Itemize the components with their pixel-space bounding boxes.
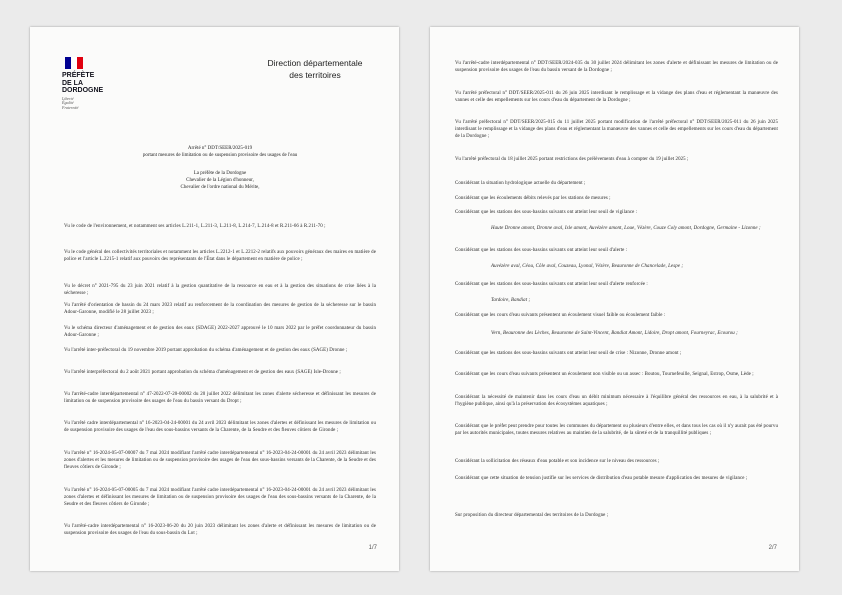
recital: Vu l'arrêté préfectoral n° DDT/SEER/2025-015 du 11 juillet 2025 portant modification de l'arrêté préfectoral n° DDT/SEER/2025-011 du 26 juin 2025 interdisant le remplissage et la vidange des plans d'eau et réglementant la manœuvre des vannes et celle des empellements sur les cours d'eau du département de la Dordogne ; xyxy=(455,120,778,139)
recital: Vu l'arrêté-cadre interdépartemental n° 47-2022-07-20-00002 du 20 juillet 2022 délimitant les zones d'alerte sécheresse et définissant les mesures de limitation ou de suspension provisoire des usages de l'eau du bassin versant du Dropt ; xyxy=(64,392,376,404)
recital: Considérant que les stations des sous-bassins suivants ont atteint leur seuil de vigilance : xyxy=(455,210,638,215)
prefect-line-3: Chevalier de l'ordre national du Mérite, xyxy=(180,185,260,190)
recital: Vu l'arrêté n° 16-2024-05-07-00007 du 7 mai 2024 modifiant l'arrêté cadre interdépartemental n° 16-2023-04-24-00001 du 24 avril 2023 délimitant les zones d'alertes et les mesures de limitation ou de suspension provisoire des usages de l'eau des sous-bassins versants de la Charente, de la Seudre et des fleuves côtiers de Gironde ; xyxy=(64,451,376,470)
motto-fraternite: Fraternité xyxy=(62,104,79,110)
recital: Vu l'arrêté inter-préfectoral du 19 novembre 2019 portant approbation du schéma d'aménagement et de gestion des eaux (SAGE) Dronne ; xyxy=(64,348,348,353)
recital: Vu l'arrêté-cadre interdépartemental n° 16-2023-06-20 du 20 juin 2023 délimitant les zones d'alerte et définissant les mesures de limitation ou de suspension provisoire des usages de l'eau du sous-bassin du Lot ; xyxy=(64,524,376,536)
recital: Considérant que les cours d'eau suivants présentent un écoulement visuel faible ou écoulement faible : xyxy=(455,313,666,318)
recital: Considérant la sollicitation des réseaux d'eau potable et son incidence sur le niveau des ressources ; xyxy=(455,459,660,464)
logo-line-1: PRÉFÈTE xyxy=(62,72,95,79)
recital: Vu l'arrêté cadre interdépartemental n° 16-2023-04-24-00001 du 24 avril 2023 délimitant les zones d'alertes et définissant les mesures de limitation ou de suspension provisoire des usages de l'eau des sous-bassins versants de la Charente, de la Seudre et des fleuves côtiers de Gironde ; xyxy=(64,421,376,433)
basin-list: Auvézère aval, Céou, Côle aval, Couzeau, Lyonal, Vézère, Beauronne de Chancelade, Lespe ; xyxy=(491,264,684,269)
recital: Considérant que les stations des sous-bassins suivants ont atteint leur seuil d'alerte : xyxy=(455,248,628,253)
recital: Vu l'arrêté d'orientation de bassin du 24 mars 2023 relatif au renforcement de la coordination des mesures de gestion de la sécheresse sur le bassin Adour-Garonne, modifié le 28 juillet 2023 ; xyxy=(64,303,376,315)
recital: Sur proposition du directeur départemental des territoires de la Dordogne ; xyxy=(455,513,609,518)
recital: Considérant que les stations des sous-bassins suivants ont atteint leur seuil de crise : Nizonne, Dronne amont ; xyxy=(455,351,682,356)
recital: Considérant que les écoulements débits relevés par les stations de mesures ; xyxy=(455,196,611,201)
recital: Vu l'arrêté interpréfectoral du 2 août 2021 portant approbation du schéma d'aménagement et de gestion des eaux (SAGE) Isle-Dronne ; xyxy=(64,370,341,375)
page-number: 2/7 xyxy=(768,545,777,551)
recital: Vu l'arrêté n° 16-2024-05-07-00005 du 7 mai 2024 modifiant l'arrêté cadre interdépartemental n° 16-2023-04-24-00001 du 24 avril 2023 délimitant les zones d'alertes et définissant les mesures de limitation ou de suspension provisoire des usages de l'eau des sous-bassins versants de la Charente, de la Seudre et des fleuves côtiers de Gironde ; xyxy=(64,488,376,507)
decree-title xyxy=(70,145,370,159)
prefect-title xyxy=(70,170,370,191)
recital: Vu l'arrêté-cadre interdépartemental n° DDT/SEER/2024-035 du 30 juillet 2024 délimitant les zones d'alerte et définissant les mesures de limitation ou de suspension provisoire des usages de l'eau du bassin versant de la Dordogne ; xyxy=(455,61,778,73)
direction-line-2: des territoires xyxy=(289,70,341,80)
prefect-line-1: La préfète de la Dordogne xyxy=(193,171,247,176)
recital: Vu l'arrêté préfectoral du 18 juillet 2025 portant restrictions des prélèvements d'eau à compter du 19 juillet 2025 ; xyxy=(455,157,689,162)
recital: Considérant la situation hydrologique actuelle du département ; xyxy=(455,181,586,186)
river-list: Vern, Beauronne des Lèches, Beauronne de Saint-Vincent, Bandiat Amont, Lidoire, Dropt amont, Fourneyrac, Ecourou ; xyxy=(491,331,738,336)
prefect-line-2: Chevalier de la Légion d'honneur, xyxy=(186,178,254,183)
basin-list: Haute Dronne amont, Dronne aval, Isle amont, Auvézère amont, Loue, Vézère, Couze Coly amont, Dordogne, Germaine - Lizonne ; xyxy=(491,226,761,231)
page-1 xyxy=(30,27,399,571)
recital: Vu l'arrêté préfectoral n° DDT/SEER/2025-011 du 26 juin 2025 interdisant le remplissage et la vidange des plans d'eau et réglementant la manœuvre des vannes et celle des empellements sur les cours d'eau du département de la Dordogne ; xyxy=(455,91,778,103)
decree-number: Arrêté n° DDT/SEER/2025-019 xyxy=(187,146,253,151)
recital: Vu le code de l'environnement, et notamment ses articles L.211-1, L.211-3, L.211-8, L.214-7, L.214-8 et R.211-66 à R.211-70 ; xyxy=(64,224,326,229)
flag-icon xyxy=(65,57,83,69)
page-2 xyxy=(430,27,799,571)
issuing-service xyxy=(255,57,375,81)
logo-line-2: DE LA xyxy=(62,79,83,87)
motto-liberte: Liberté xyxy=(62,95,74,101)
logo-line-3: DORDOGNE xyxy=(62,87,104,94)
page-number: 1/7 xyxy=(368,545,377,551)
recital: Vu le schéma directeur d'aménagement et de gestion des eaux (SDAGE) 2022-2027 approuvé le 10 mars 2022 par le préfet coordonnateur du bassin Adour-Garonne ; xyxy=(64,326,376,338)
prefecture-logo xyxy=(62,57,122,110)
recital: Considérant que les stations des sous-bassins suivants ont atteint leur seuil d'alerte renforcée : xyxy=(455,282,648,287)
basin-list: Tardoire, Bandiat ; xyxy=(491,298,531,303)
recital: Considérant que les cours d'eau suivants présentent un écoulement non visible ou un assec : Boutou, Tournefeuille, Seignal, Estrop, Osme, Lède ; xyxy=(455,372,754,377)
recital: Considérant que cette situation de tension justifie sur les services de distribution d'eau potable mesure d'application des mesures de vigilance ; xyxy=(455,476,748,481)
decree-subject: portant mesures de limitation ou de suspension provisoire des usages de l'eau xyxy=(142,153,298,158)
recital: Vu le décret n° 2021-795 du 23 juin 2021 relatif à la gestion quantitative de la ressource en eau et à la gestion des situations de crise liées à la sécheresse ; xyxy=(64,284,376,296)
recital: Vu le code général des collectivités territoriales et notamment les articles L.2212-1 et L.2212-2 relatifs aux pouvoirs généraux des maires en matière de police et l'article L.2215-1 relatif aux pouvoirs des représentants de l'État dans le département en matière de police ; xyxy=(64,250,376,262)
direction-line-1: Direction départementale xyxy=(267,58,363,68)
motto-egalite: Égalité xyxy=(62,100,74,105)
recital: Considérant la nécessité de maintenir dans les cours d'eau un débit minimum nécessaire à l'équilibre général des ressources en eau, à la salubrité et à l'hygiène publique, ainsi qu'à la préservation des écosystèmes aquatiques ; xyxy=(455,395,778,407)
recital: Considérant que le préfet peut prendre pour toutes les communes du département ou plusieurs d'entre elles, et dans tous les cas où il n'y aurait pas été pourvu par les autorités municipales, toutes mesures relatives au maintien de la salubrité, de la sûreté et de la tranquillité publiques ; xyxy=(455,424,778,436)
